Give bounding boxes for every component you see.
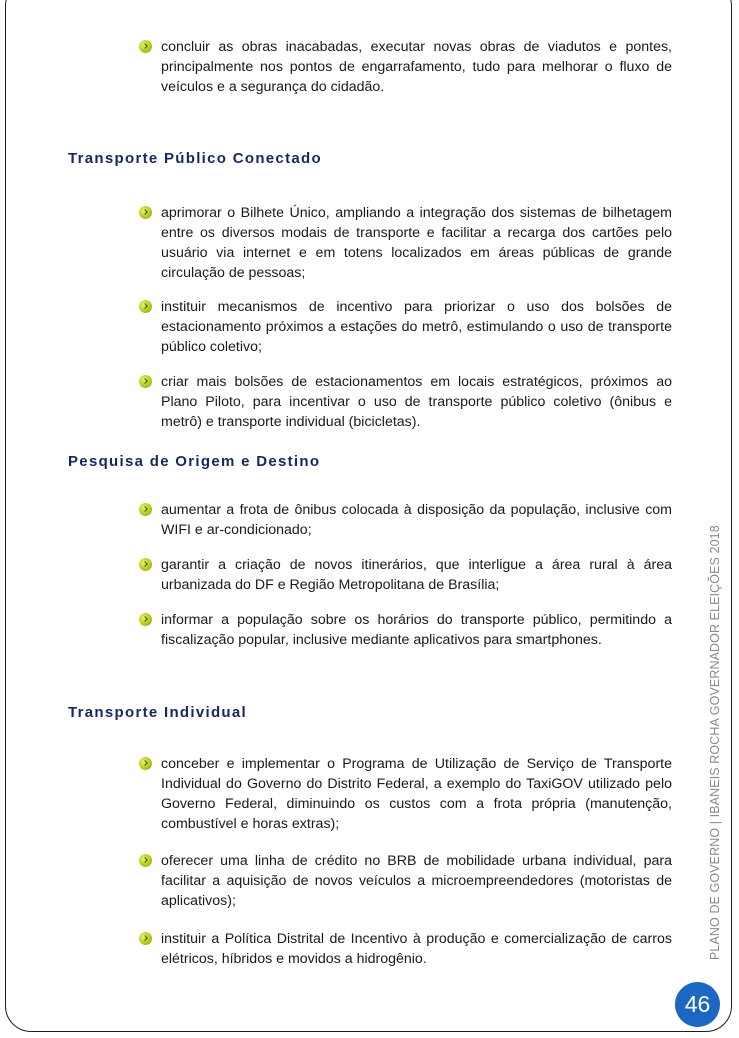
bullet-arrow-icon xyxy=(139,40,152,53)
list-item xyxy=(161,851,672,911)
section-heading: Pesquisa de Origem e Destino xyxy=(68,453,321,470)
list-item xyxy=(161,297,672,357)
list-item xyxy=(161,203,672,283)
list-item-text: aprimorar o Bilhete Único, ampliando a integração dos sistemas de bilhetagem entre os diversos modais de transporte e facilitar a recarga dos cartões pelo usuário via internet e em totens localizados em áreas públicas de grande circulação de pessoas; xyxy=(161,205,672,281)
list-item-text: aumentar a frota de ônibus colocada à disposição da população, inclusive com WIFI e ar-condicionado; xyxy=(161,502,672,538)
list-item xyxy=(161,555,672,595)
list-item-text: garantir a criação de novos itinerários, que interligue a área rural à área urbanizada do DF e Região Metropolitana de Brasília; xyxy=(161,557,672,593)
list-item xyxy=(161,754,672,834)
list-item-text: instituir a Política Distrital de Incentivo à produção e comercialização de carros elétricos, híbridos e movidos a hidrogênio. xyxy=(161,931,672,967)
list-item xyxy=(161,372,672,432)
bullet-arrow-icon xyxy=(139,503,152,516)
list-item-text: criar mais bolsões de estacionamentos em locais estratégicos, próximos ao Plano Piloto, para incentivar o uso de transporte público coletivo (ônibus e metrô) e transporte individual (bicicletas). xyxy=(161,374,672,430)
bullet-arrow-icon xyxy=(139,757,152,770)
bullet-arrow-icon xyxy=(139,932,152,945)
vertical-footer-text: PLANO DE GOVERNO | IBANEIS ROCHA GOVERNADOR ELEIÇÕES 2018 xyxy=(708,525,722,960)
list-item xyxy=(161,610,672,650)
list-item-text: conceber e implementar o Programa de Utilização de Serviço de Transporte Individual do Governo do Distrito Federal, a exemplo do TaxiGOV utilizado pelo Governo Federal, diminuindo os custos com a frota própria (manutenção, combustível e horas extras); xyxy=(161,756,672,832)
list-item xyxy=(161,37,672,97)
list-item-text: oferecer uma linha de crédito no BRB de mobilidade urbana individual, para facilitar a aquisição de novos veículos a microempreendedores (motoristas de aplicativos); xyxy=(161,853,672,909)
list-item xyxy=(161,500,672,540)
bullet-arrow-icon xyxy=(139,375,152,388)
section-heading: Transporte Público Conectado xyxy=(68,150,322,167)
section-heading: Transporte Individual xyxy=(68,704,247,721)
list-item xyxy=(161,929,672,969)
bullet-arrow-icon xyxy=(139,300,152,313)
bullet-arrow-icon xyxy=(139,854,152,867)
page-number-badge: 46 xyxy=(675,982,720,1027)
list-item-text: instituir mecanismos de incentivo para priorizar o uso dos bolsões de estacionamento próximos a estações do metrô, estimulando o uso de transporte público coletivo; xyxy=(161,299,672,355)
list-item-text: informar a população sobre os horários do transporte público, permitindo a fiscalização popular, inclusive mediante aplicativos para smartphones. xyxy=(161,612,672,648)
bullet-arrow-icon xyxy=(139,613,152,626)
list-item-text: concluir as obras inacabadas, executar novas obras de viadutos e pontes, principalmente nos pontos de engarrafamento, tudo para melhorar o fluxo de veículos e a segurança do cidadão. xyxy=(161,39,672,95)
bullet-arrow-icon xyxy=(139,558,152,571)
bullet-arrow-icon xyxy=(139,206,152,219)
